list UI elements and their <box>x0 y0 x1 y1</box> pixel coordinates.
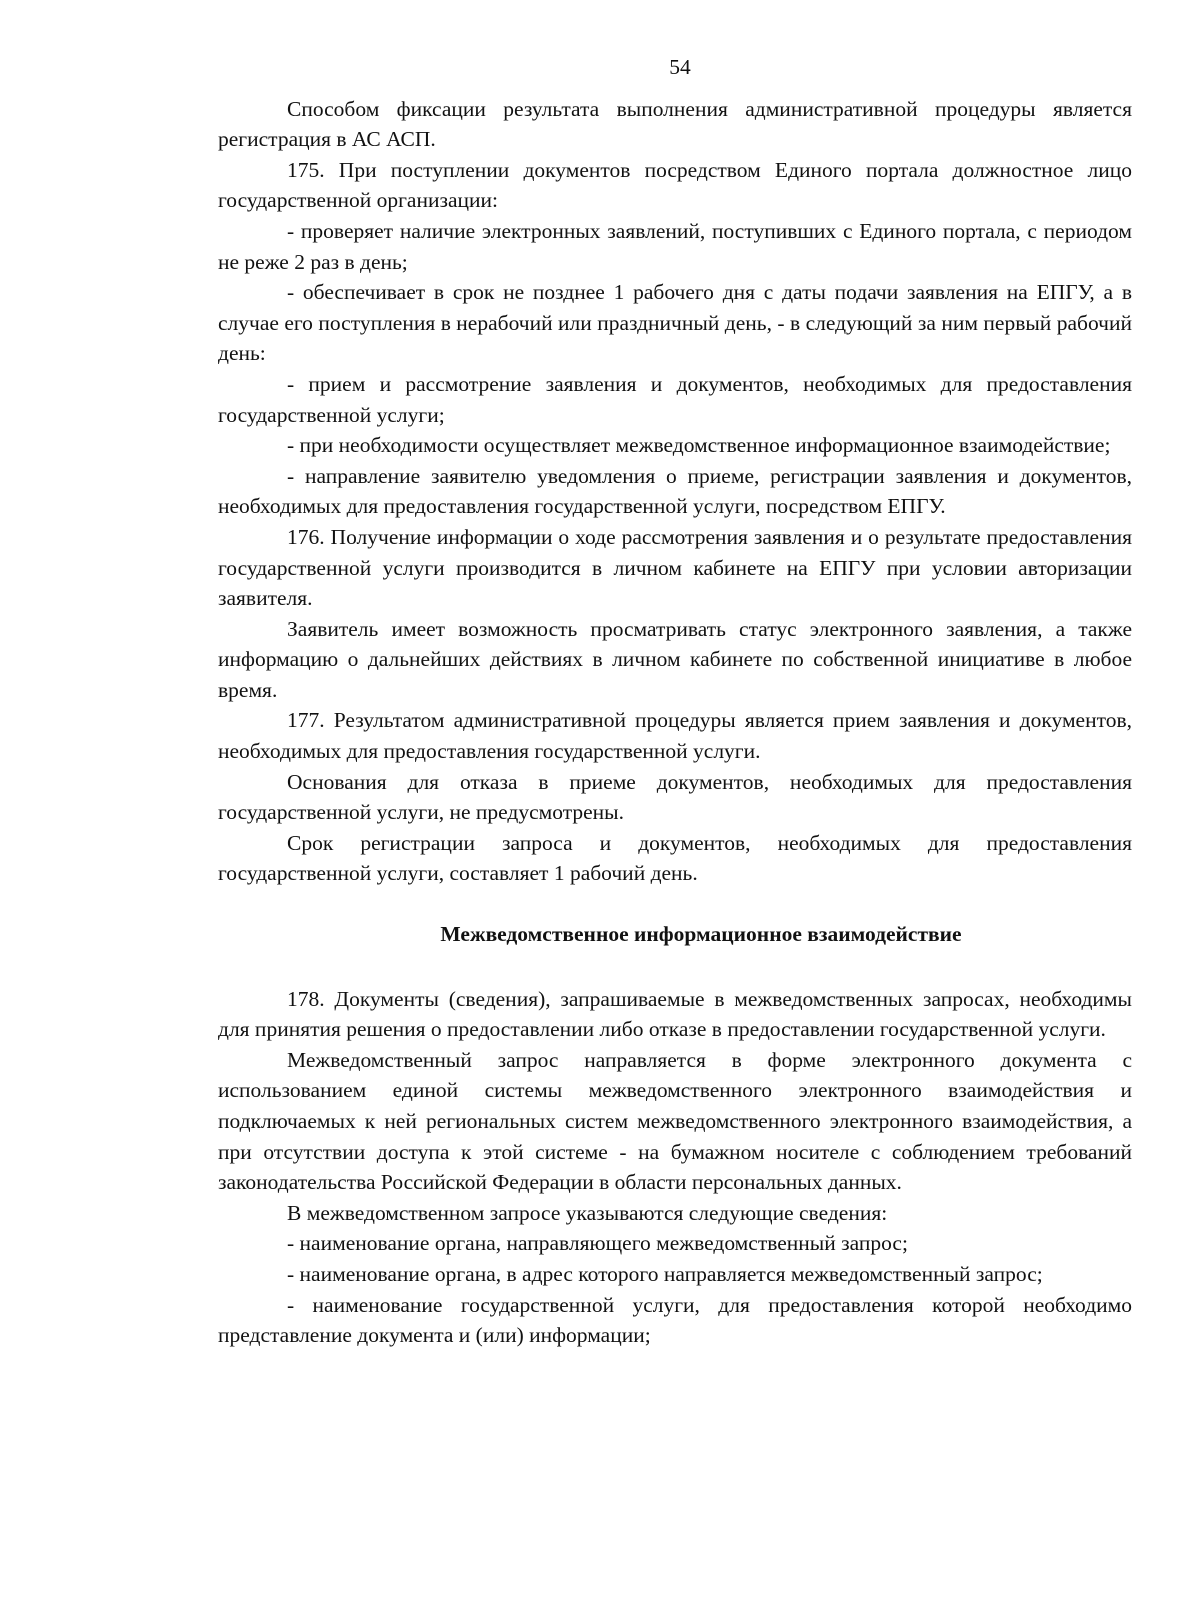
paragraph: Способом фиксации результата выполнения административной процедуры является регистрация в АС АСП. <box>218 96 1132 152</box>
list-item: - наименование органа, в адрес которого направляется межведомственный запрос; <box>287 1261 1043 1286</box>
paragraph-176: 176. Получение информации о ходе рассмотрения заявления и о результате предоставления государственной услуги производится в личном кабинете на ЕПГУ при условии авторизации заявителя. <box>218 524 1132 611</box>
section-body-after <box>218 984 1132 1351</box>
paragraph: Срок регистрации запроса и документов, необходимых для предоставления государственной услуги, составляет 1 рабочий день. <box>218 830 1132 886</box>
list-item: - прием и рассмотрение заявления и документов, необходимых для предоставления государственной услуги; <box>218 371 1132 427</box>
section-heading: Межведомственное информационное взаимодействие <box>440 922 962 947</box>
paragraph-177: 177. Результатом административной процедуры является прием заявления и документов, необходимых для предоставления государственной услуги. <box>218 708 1132 764</box>
paragraph: Заявитель имеет возможность просматривать статус электронного заявления, а также информацию о дальнейших действиях в личном кабинете по собственной инициативе в любое время. <box>218 616 1132 702</box>
list-item: - наименование государственной услуги, для предоставления которой необходимо представление документа и (или) информации; <box>218 1292 1132 1348</box>
document-page <box>218 52 1132 1351</box>
list-item: - направление заявителю уведомления о приеме, регистрации заявления и документов, необходимых для предоставления государственной услуги, посредством ЕПГУ. <box>218 463 1132 519</box>
section-body-before <box>218 94 1132 889</box>
page-number: 54 <box>669 55 691 79</box>
list-item: - при необходимости осуществляет межведомственное информационное взаимодействие; <box>287 433 1111 458</box>
paragraph: Межведомственный запрос направляется в форме электронного документа с использованием единой системы межведомственного электронного взаимодействия и подключаемых к ней региональных систем межведомственного электронного взаимодействия, а при отсутствии доступа к этой системе - на бумажном носителе с соблюдением требований законодательства Российской Федерации в области персональных данных. <box>218 1047 1132 1195</box>
paragraph: В межведомственном запросе указываются следующие сведения: <box>287 1200 888 1225</box>
list-item: - проверяет наличие электронных заявлений, поступивших с Единого портала, с периодом не реже 2 раз в день; <box>218 218 1132 274</box>
paragraph-175: 175. При поступлении документов посредством Единого портала должностное лицо государственной организации: <box>218 157 1132 213</box>
paragraph-178: 178. Документы (сведения), запрашиваемые в межведомственных запросах, необходимы для принятия решения о предоставлении либо отказе в предоставлении государственной услуги. <box>218 986 1132 1042</box>
list-item: - обеспечивает в срок не позднее 1 рабочего дня с даты подачи заявления на ЕПГУ, а в случае его поступления в нерабочий или праздничный день, - в следующий за ним первый рабочий день: <box>218 280 1132 366</box>
paragraph: Основания для отказа в приеме документов, необходимых для предоставления государственной услуги, не предусмотрены. <box>218 769 1132 825</box>
list-item: - наименование органа, направляющего межведомственный запрос; <box>287 1231 908 1256</box>
